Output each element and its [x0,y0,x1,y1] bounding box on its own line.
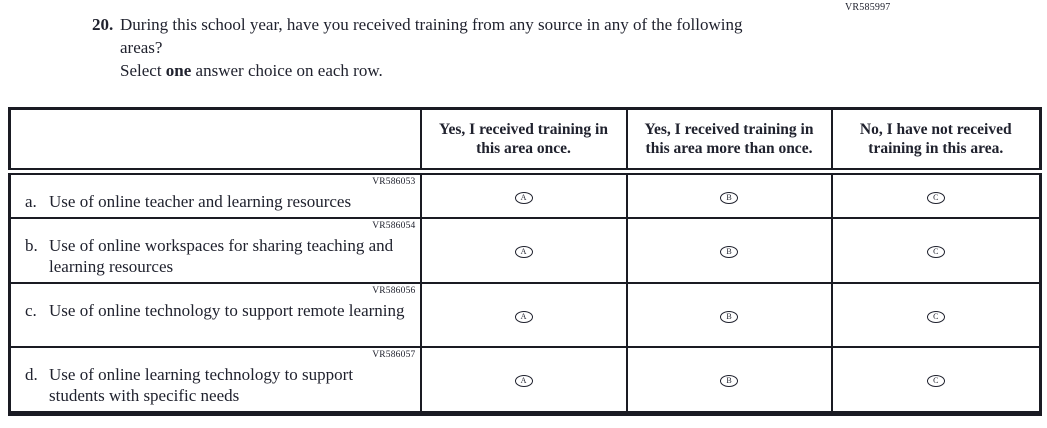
question-text: During this school year, have you received training from any source in any of the following areas? [120,15,743,57]
item-cell [10,347,421,414]
answer-cell [627,172,832,218]
item-line [25,364,412,407]
answer-cell [421,347,627,414]
answer-bubble-b[interactable]: B [720,311,738,323]
table-row-b [10,218,1041,283]
table-row-c [10,283,1041,347]
answer-bubble-b[interactable]: B [720,375,738,387]
instruction-bold-word: one [165,61,192,80]
answer-bubble-b[interactable]: B [720,192,738,204]
header-row [10,109,1041,172]
answer-cell [832,218,1041,283]
item-cell [10,283,421,347]
answer-cell [832,283,1041,347]
item-line [25,235,412,278]
answer-cell [627,283,832,347]
answer-bubble-c[interactable]: C [927,375,945,387]
item-line [25,300,412,322]
column-header-once: Yes, I received training in this area once. [421,109,627,172]
answer-bubble-c[interactable]: C [927,192,945,204]
answer-cell [832,172,1041,218]
column-header-more-than-once: Yes, I received training in this area more than once. [627,109,832,172]
header-stub-cell [10,109,421,172]
item-cell [10,172,421,218]
answer-cell [627,218,832,283]
question-block [92,13,755,59]
item-vr-code: VR586056 [372,285,416,296]
answer-bubble-c[interactable]: C [927,246,945,258]
answer-bubble-b[interactable]: B [720,246,738,258]
item-letter: d. [25,364,38,384]
answer-bubble-a[interactable]: A [515,246,533,258]
instruction-text [120,60,383,82]
answer-cell [421,172,627,218]
table-row-d [10,347,1041,414]
item-text: Use of online teacher and learning resources [49,192,352,211]
answer-bubble-a[interactable]: A [515,192,533,204]
answer-bubble-a[interactable]: A [515,311,533,323]
item-vr-code: VR586054 [372,220,416,231]
form-code: VR585997 [845,2,891,13]
item-letter: b. [25,235,38,255]
item-line [25,191,412,213]
question-number: 20. [92,15,114,34]
answer-cell [832,347,1041,414]
answer-bubble-c[interactable]: C [927,311,945,323]
item-text: Use of online learning technology to support students with specific needs [49,364,354,405]
item-vr-code: VR586057 [372,349,416,360]
column-header-no: No, I have not received training in this area. [832,109,1041,172]
answer-cell [421,218,627,283]
item-cell [10,218,421,283]
instruction-suffix: answer choice on each row. [191,61,383,80]
item-text: Use of online workspaces for sharing teaching and learning resources [49,235,394,276]
item-vr-code: VR586053 [372,177,416,187]
item-text: Use of online technology to support remote learning [49,300,405,320]
answer-cell [627,347,832,414]
table-row-a [10,172,1041,218]
instruction-prefix: Select [120,61,166,80]
item-letter: c. [25,300,37,320]
answer-bubble-a[interactable]: A [515,375,533,387]
item-letter: a. [25,192,37,211]
answer-grid [8,107,1042,416]
answer-cell [421,283,627,347]
